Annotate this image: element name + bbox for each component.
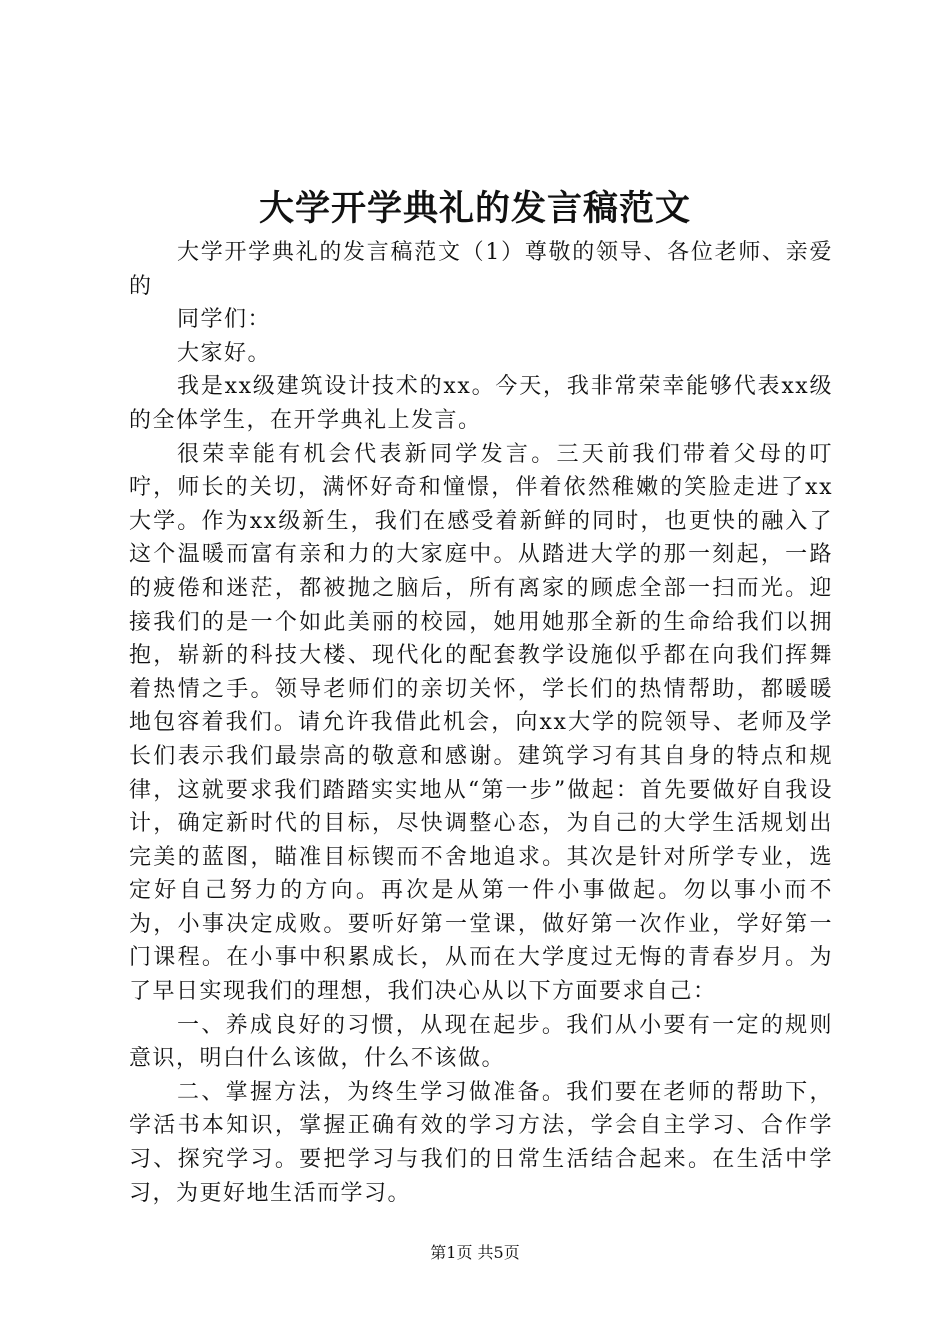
page-footer: 第1页 共5页	[430, 1243, 520, 1262]
paragraph: 大学开学典礼的发言稿范文（1）尊敬的领导、各位老师、亲爱的	[129, 240, 833, 299]
document-body	[129, 236, 833, 1210]
paragraph: 大家好。	[177, 340, 272, 366]
paragraph: 很荣幸能有机会代表新同学发言。三天前我们带着父母的叮咛，师长的关切，满怀好奇和憧憬，伴着依然稚嫩的笑脸走进了xx大学。作为xx级新生，我们在感受着新鲜的同时，也更快的融入了这个温暖而富有亲和力的大家庭中。从踏进大学的那一刻起，一路的疲倦和迷茫，都被抛之脑后，所有离家的顾虑全部一扫而光。迎接我们的是一个如此美丽的校园，她用她那全新的生命给我们以拥抱，崭新的科技大楼、现代化的配套教学设施似乎都在向我们挥舞着热情之手。领导老师们的亲切关怀，学长们的热情帮助，都暖暖地包容着我们。请允许我借此机会，向xx大学的院领导、老师及学长们表示我们最崇高的敬意和感谢。建筑学习有其自身的特点和规律，这就要求我们踏踏实实地从“第一步”做起：首先要做好自我设计，确定新时代的目标，尽快调整心态，为自己的大学生活规划出完美的蓝图，瞄准目标锲而不舍地追求。其次是针对所学专业，选定好自己努力的方向。再次是从第一件小事做起。勿以事小而不为，小事决定成败。要听好第一堂课，做好第一次作业，学好第一门课程。在小事中积累成长，从而在大学度过无悔的青春岁月。为了早日实现我们的理想，我们决心从以下方面要求自己：	[129, 441, 833, 1005]
paragraph: 我是xx级建筑设计技术的xx。今天，我非常荣幸能够代表xx级的全体学生，在开学典礼上发言。	[129, 374, 833, 433]
paragraph: 二、掌握方法，为终生学习做准备。我们要在老师的帮助下，学活书本知识，掌握正确有效的学习方法，学会自主学习、合作学习、探究学习。要把学习与我们的日常生活结合起来。在生活中学习，为更好地生活而学习。	[129, 1079, 833, 1206]
paragraph: 同学们：	[177, 307, 272, 333]
paragraph: 一、养成良好的习惯，从现在起步。我们从小要有一定的规则意识，明白什么该做，什么不该做。	[129, 1012, 833, 1072]
document-title: 大学开学典礼的发言稿范文	[258, 188, 691, 229]
